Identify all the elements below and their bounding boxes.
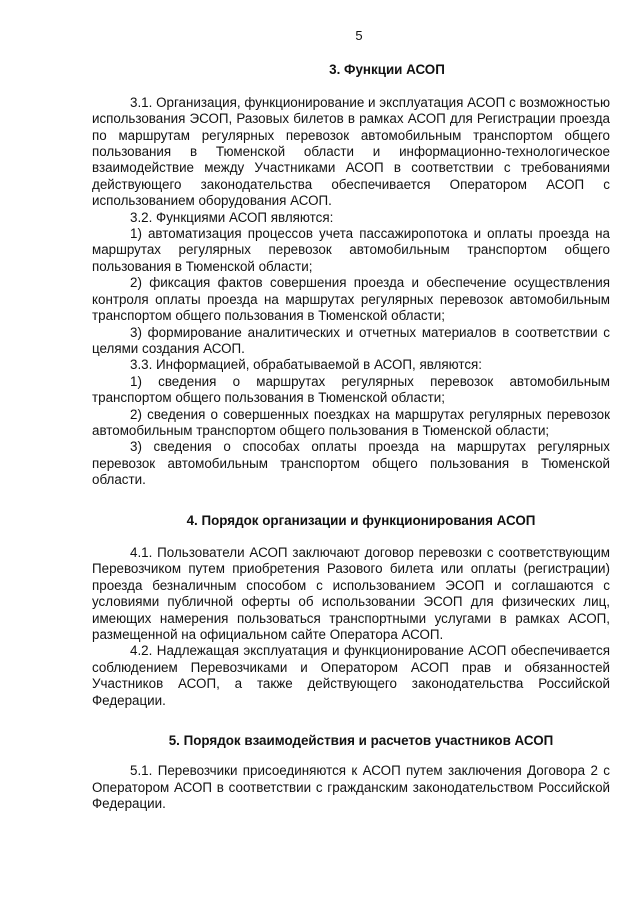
paragraph-3-3-item-1: 1) сведения о маршрутах регулярных перевозок автомобильным транспортом общего пользования в Тюменской области; [92, 373, 610, 406]
paragraph-4-1: 4.1. Пользователи АСОП заключают договор перевозки с соответствующим Перевозчиком путем приобретения Разового билета или оплаты (регистрации) проезда безналичным способом с использованием ЭСОП и соглашаются с условиями публичной оферты об использовании ЭСОП для физических лиц, имеющих намерения пользоваться транспортными услугами в рамках АСОП, размещенной на официальном сайте Оператора АСОП. [92, 544, 610, 642]
section-5-heading: 5. Порядок взаимодействия и расчетов участников АСОП [168, 733, 554, 749]
paragraph-3-3-item-3: 3) сведения о способах оплаты проезда на маршрутах регулярных перевозок автомобильным транспортом общего пользования в Тюменской области. [92, 439, 610, 488]
paragraph-3-3: 3.3. Информацией, обрабатываемой в АСОП, являются: [130, 357, 482, 373]
section-4-heading: 4. Порядок организации и функционирования АСОП [186, 512, 536, 528]
page-number: 5 [355, 28, 363, 43]
document-page [92, 28, 610, 813]
section-3-heading: 3. Функции АСОП [329, 62, 445, 78]
paragraph-3-2-item-1: 1) автоматизация процессов учета пассажиропотока и оплаты проезда на маршрутах регулярных перевозок автомобильным транспортом общего пользования в Тюменской области; [92, 226, 610, 274]
paragraph-3-3-item-2: 2) сведения о совершенных поездках на маршрутах регулярных перевозок автомобильным транспортом общего пользования в Тюменской области; [92, 406, 610, 438]
paragraph-3-2-item-2: 2) фиксация фактов совершения проезда и обеспечение осуществления контроля оплаты проезда на маршрутах регулярных перевозок автомобильным транспортом общего пользования в Тюменской области; [92, 275, 610, 324]
paragraph-3-1: 3.1. Организация, функционирование и эксплуатация АСОП с возможностью использования ЭСОП, Разовых билетов в рамках АСОП для Регистрации проезда по маршрутам регулярных перевозок автомобильным транспортом общего пользования в Тюменской области и информационно-технологическое взаимодействие между Участниками АСОП в соответствии с требованиями действующего законодательства обеспечивается Оператором АСОП с использованием оборудования АСОП. [92, 94, 610, 209]
paragraph-5-1: 5.1. Перевозчики присоединяются к АСОП путем заключения Договора 2 с Оператором АСОП в соответствии с гражданским законодательством Российской Федерации. [92, 763, 610, 812]
paragraph-3-2-item-3: 3) формирование аналитических и отчетных материалов в соответствии с целями создания АСОП. [92, 324, 610, 356]
paragraph-4-2: 4.2. Надлежащая эксплуатация и функционирование АСОП обеспечивается соблюдением Перевозчиками и Оператором АСОП прав и обязанностей Участников АСОП, а также действующего законодательства Российской Федерации. [92, 643, 610, 708]
paragraph-3-2: 3.2. Функциями АСОП являются: [130, 209, 334, 225]
